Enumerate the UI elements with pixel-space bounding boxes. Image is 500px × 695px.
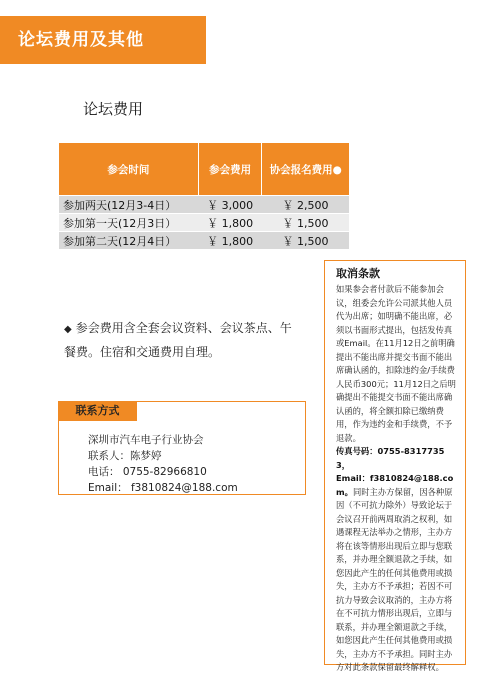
fee-table [59,143,349,249]
assoc-fee-cell: ￥ 2,500 [262,196,349,214]
assoc-fee-cell: ￥ 1,500 [262,214,349,232]
fee-cell: ￥ 3,000 [198,196,262,214]
assoc-fee-cell: ￥ 1,500 [262,232,349,250]
table-row [59,214,349,232]
fee-note [64,317,294,364]
contact-person: 联系人：陈梦婷 [88,450,162,462]
cancellation-email: Email：f3810824@188.com。 [336,473,454,497]
contact-org: 深圳市汽车电子行业协会 [88,434,204,446]
diamond-bullet-icon: ◆ [64,324,72,335]
cancellation-text [336,283,457,675]
period-cell: 参加两天(12月3-4日） [59,196,198,214]
fee-cell: ￥ 1,800 [198,214,262,232]
contact-email: Email： f3810824@188.com [88,482,238,494]
fees-section-title: 论坛费用 [83,100,144,118]
period-cell: 参加第一天(12月3日） [59,214,198,232]
cancellation-fax: 传真号码：0755-83177353， [336,446,445,470]
fee-cell: ￥ 1,800 [198,232,262,250]
cancellation-paragraph-1: 如果参会者付款后不能参加会议，组委会允许公司派其他人员代为出席；如明确不能出席，必须以书面形式提出，包括发传真或Email。在11月12日之前明确提出不能出席并提交书面不能出席确认函的，扣除违约金/手续费人民币300元；11月12日之后明确提出不能提交书面不能出席确认函的，将全额扣除已缴纳费用，作为违约金和手续费，不予退款。 [336,284,456,443]
column-header-fee: 参会费用 [198,143,262,196]
contact-details [88,432,238,496]
fee-table-header [59,143,349,196]
table-row [59,232,349,250]
column-header-assoc-fee: 协会报名费用● [262,143,349,196]
cancellation-box [324,260,466,672]
period-cell: 参加第二天(12月4日） [59,232,198,250]
contact-phone: 电话： 0755-82966810 [88,466,207,478]
section-banner: 论坛费用及其他 [0,16,206,64]
cancellation-paragraph-2: 同时主办方保留，因各种原因（不可抗力除外）导致论坛于会议召开前两周取消之权利，如遇课程无法举办之情形，主办方将在该等情形出现后立即与您联系，并办理全额退款之手续，如您因此产生的任何其他费用或损失，主办方不予承担；若因不可抗力导致会议取消的，主办方将在不可抗力情形出现后，立即与联系，并办理全额退款之手续，如您因此产生任何其他费用或损失，主办方不予承担。同时主办方对此条款保留最终解释权。 [336,486,453,672]
cancellation-title: 取消条款 [336,267,380,280]
contact-heading: 联系方式 [58,401,137,421]
table-row [59,196,349,214]
column-header-period: 参会时间 [59,143,198,196]
fee-note-text: 参会费用含全套会议资料、会议茶点、午餐费。住宿和交通费用自理。 [64,321,292,359]
